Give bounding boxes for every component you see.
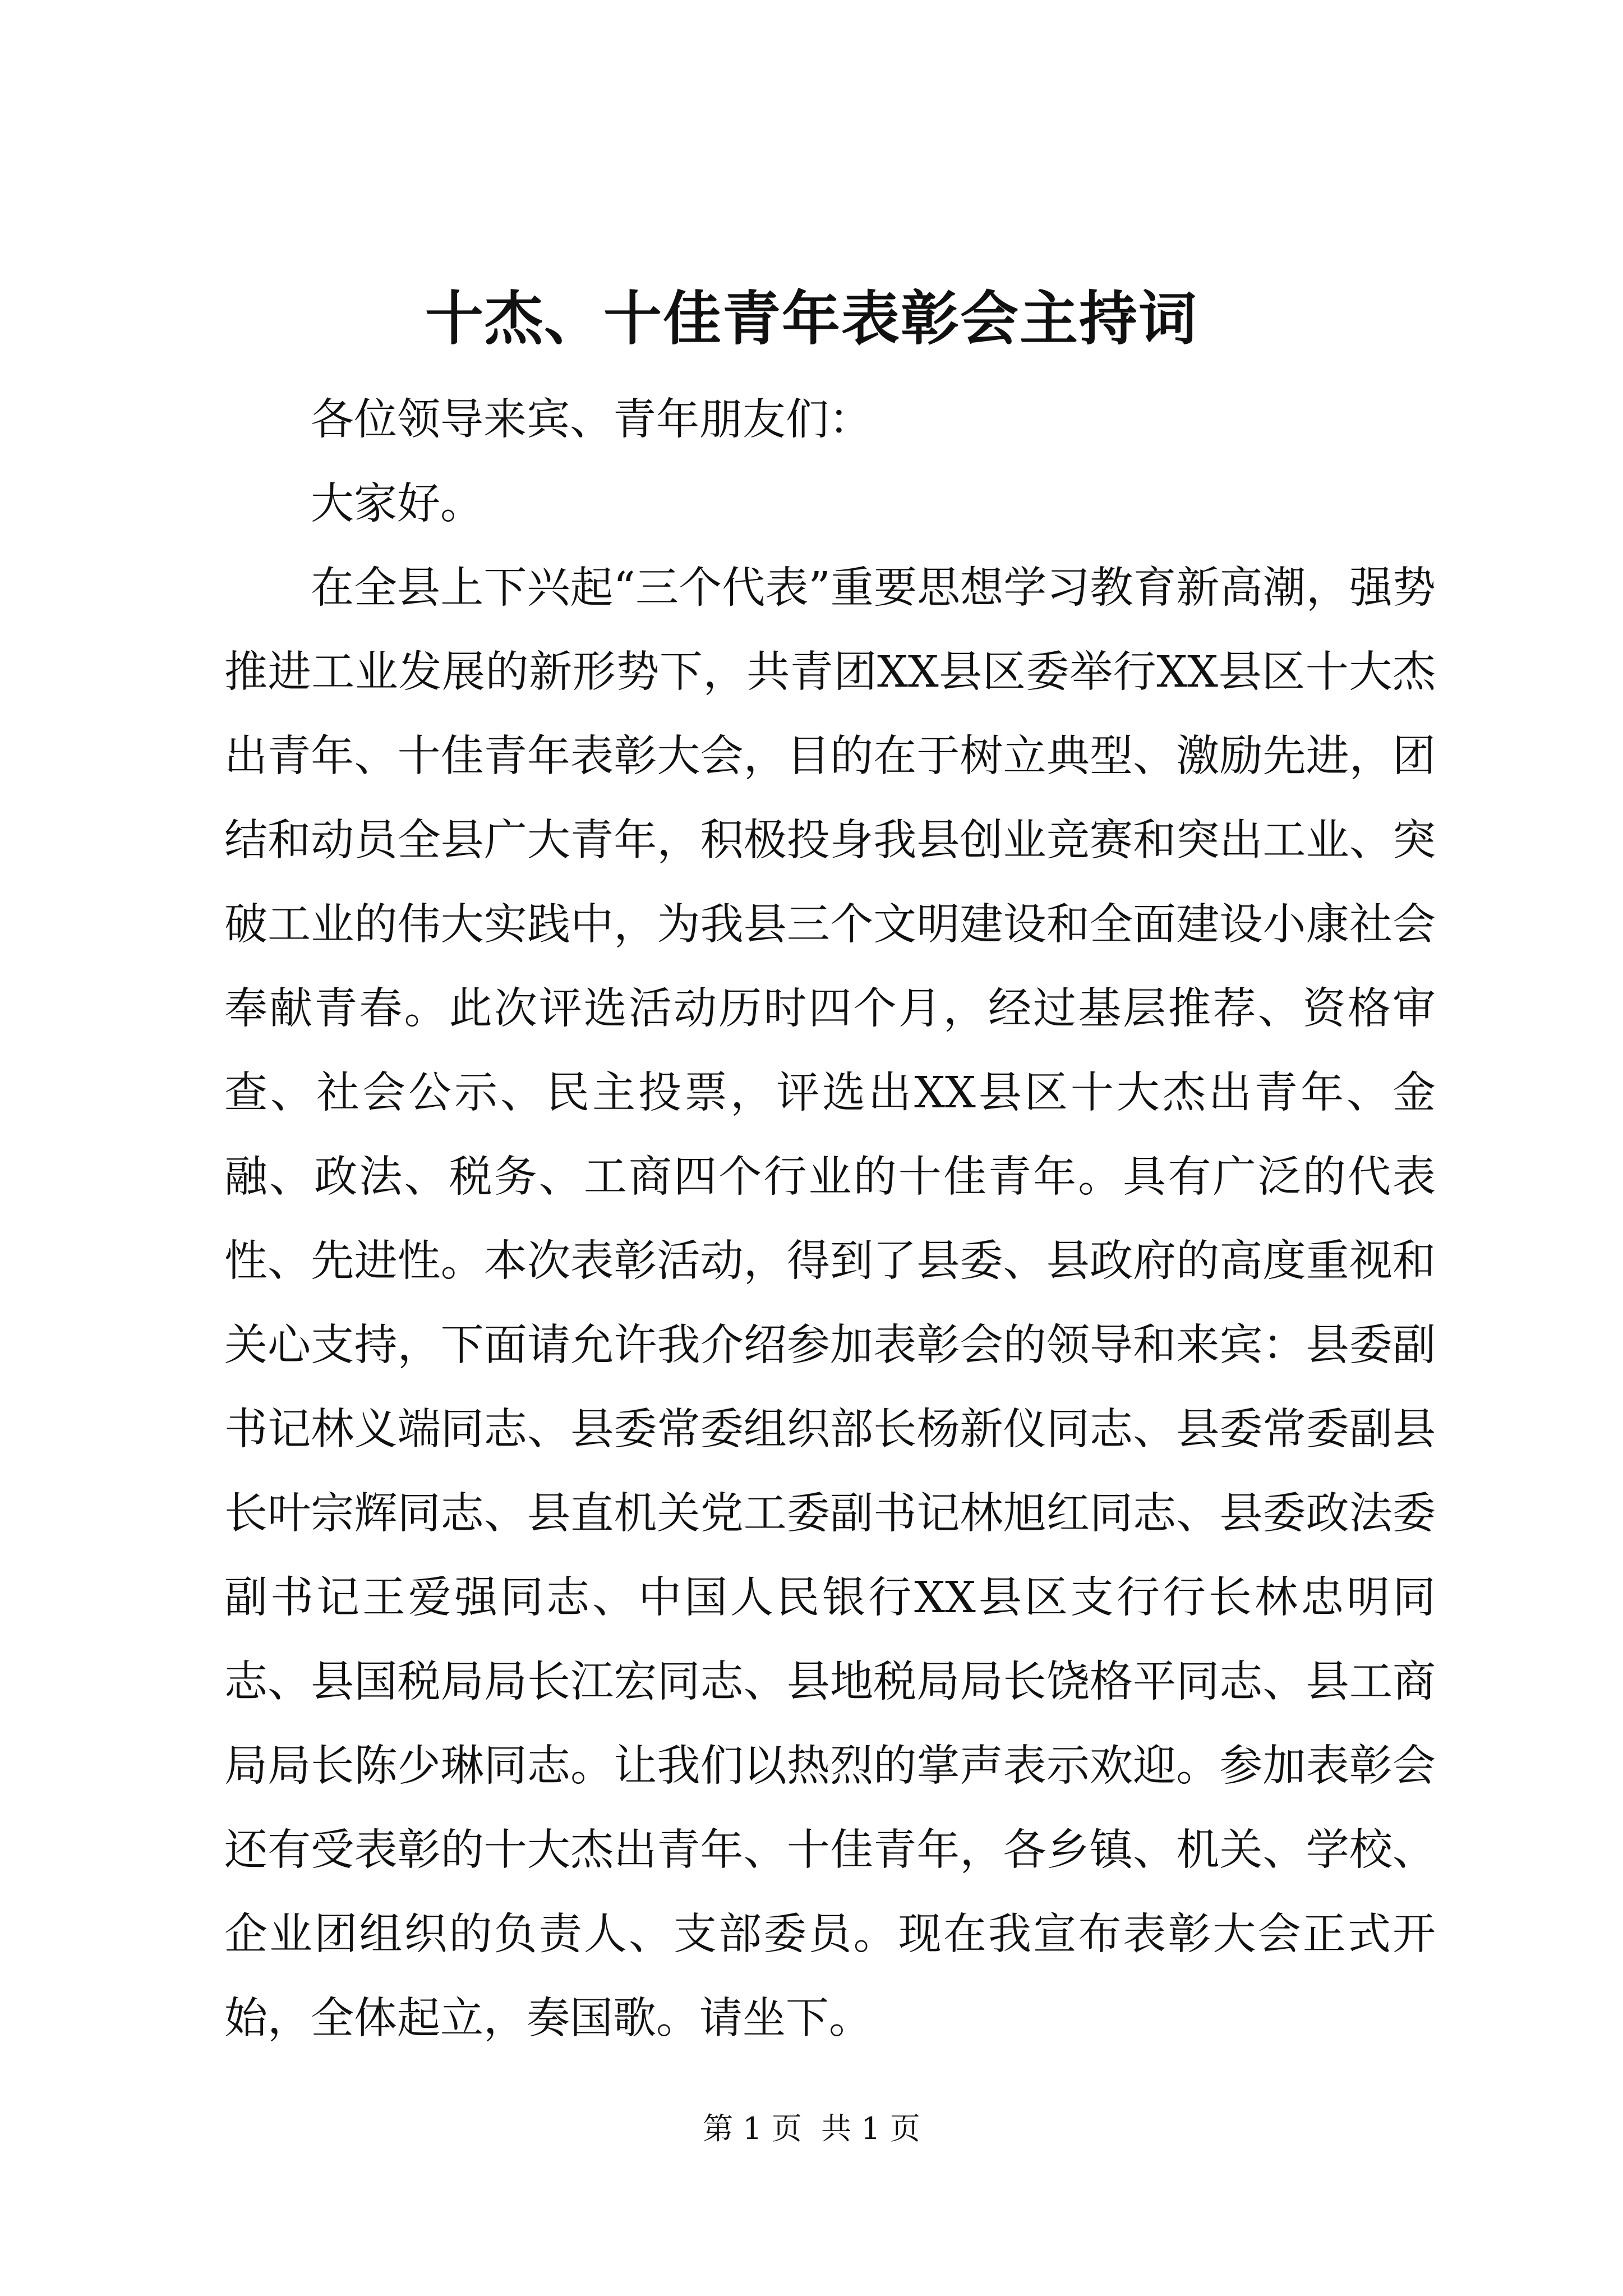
document-body xyxy=(224,378,1436,2061)
hello-paragraph: 大家好。 xyxy=(311,479,483,529)
main-paragraph: 在全县上下兴起“三个代表”重要思想学习教育新高潮，强势推进工业发展的新形势下，共青团XX县区委举行XX县区十大杰出青年、十佳青年表彰大会，目的在于树立典型、激励先进，团结和动员全县广大青年，积极投身我县创业竞赛和突出工业、突破工业的伟大实践中，为我县三个文明建设和全面建设小康社会奉献青春。此次评选活动历时四个月，经过基层推荐、资格审查、社会公示、民主投票，评选出XX县区十大杰出青年、金融、政法、税务、工商四个行业的十佳青年。具有广泛的代表性、先进性。本次表彰活动，得到了县委、县政府的高度重视和关心支持，下面请允许我介绍参加表彰会的领导和来宾：县委副书记林义端同志、县委常委组织部长杨新仪同志、县委常委副县长叶宗辉同志、县直机关党工委副书记林旭红同志、县委政法委副书记王爱强同志、中国人民银行XX县区支行行长林忠明同志、县国税局局长江宏同志、县地税局局长饶格平同志、县工商局局长陈少琳同志。让我们以热烈的掌声表示欢迎。参加表彰会还有受表彰的十大杰出青年、十佳青年，各乡镇、机关、学校、企业团组织的负责人、支部委员。现在我宣布表彰大会正式开始，全体起立，奏国歌。请坐下。 xyxy=(224,563,1436,2044)
document-title: 十杰、十佳青年表彰会主持词 xyxy=(425,284,1198,353)
greeting-paragraph: 各位领导来宾、青年朋友们： xyxy=(311,395,872,445)
page-number-label: 第 1 页 共 1 页 xyxy=(703,2111,920,2146)
page-footer xyxy=(0,2109,1623,2148)
